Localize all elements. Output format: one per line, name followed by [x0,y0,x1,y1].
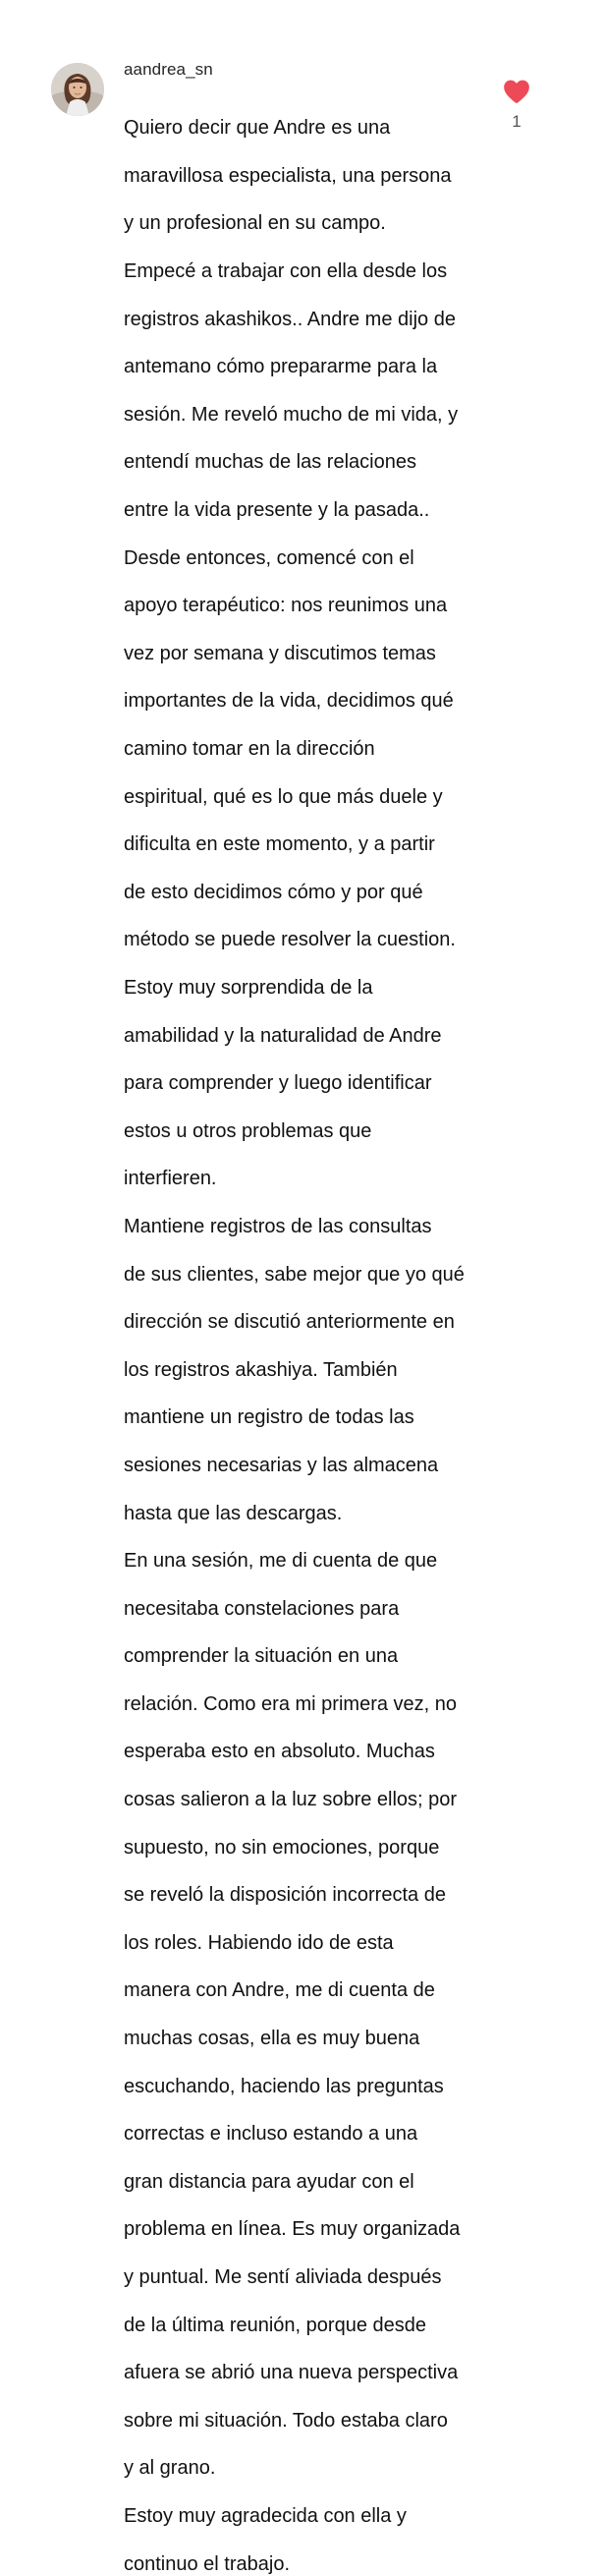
comment-line: estos u otros problemas que [124,1119,372,1142]
comment-line: y al grano. [124,2457,216,2480]
comment-line: entendí muchas de las relaciones [124,451,416,474]
comment-line: amabilidad y la naturalidad de Andre [124,1024,442,1047]
comment-line: de la última reunión, porque desde [124,2314,426,2336]
comment-line: sesiones necesarias y las almacena [124,1454,439,1476]
comment-line: y puntual. Me sentí aliviada después [124,2266,442,2289]
heart-icon[interactable] [503,79,530,104]
comment-line: supuesto, no sin emociones, porque [124,1836,440,1859]
comment-line: interfieren. [124,1168,217,1190]
comment-line: gran distancia para ayudar con el [124,2170,414,2193]
comment-line: muchas cosas, ella es muy buena [124,2028,420,2050]
comment-line: los roles. Habiendo ido de esta [124,1931,394,1954]
comment-line: manera con Andre, me di cuenta de [124,1979,435,2002]
comment-line: camino tomar en la dirección [124,738,375,761]
comment-line: de esto decidimos cómo y por qué [124,881,423,903]
comment-line: Desde entonces, comencé con el [124,546,414,569]
comment-line: hasta que las descargas. [124,1502,343,1524]
comment-line: y un profesional en su campo. [124,212,386,235]
comment-line: dirección se discutió anteriormente en [124,1311,455,1334]
comment-line: los registros akashiya. También [124,1358,398,1381]
comment-line: problema en línea. Es muy organizada [124,2218,461,2241]
comment-line: Estoy muy sorprendida de la [124,976,373,999]
like-control [501,79,532,132]
comment-username[interactable]: aandrea_sn [124,60,213,79]
comment-line: mantiene un registro de todas las [124,1406,414,1429]
comment-line: Estoy muy agradecida con ella y [124,2504,407,2527]
comment-line: En una sesión, me di cuenta de que [124,1550,438,1573]
comment-line: para comprender y luego identificar [124,1072,432,1095]
like-count: 1 [512,112,522,131]
comment-line: entre la vida presente y la pasada.. [124,499,430,522]
comment-line: apoyo terapéutico: nos reunimos una [124,595,448,617]
comment-line: dificulta en este momento, y a partir [124,833,435,856]
comment-line: escuchando, haciendo las preguntas [124,2075,444,2097]
comment-line: correctas e incluso estando a una [124,2123,418,2146]
comment-line: vez por semana y discutimos temas [124,642,436,664]
comment-line: registros akashikos.. Andre me dijo de [124,308,456,330]
comment-line: afuera se abrió una nueva perspectiva [124,2362,459,2384]
comment-line: sobre mi situación. Todo estaba claro [124,2409,448,2432]
comment-line: comprender la situación en una [124,1645,399,1668]
comment-line: cosas salieron a la luz sobre ellos; por [124,1789,458,1811]
comment-line: espiritual, qué es lo que más duele y [124,785,443,808]
comment-line: Empecé a trabajar con ella desde los [124,260,448,283]
comment-line: continuo el trabajo. [124,2552,291,2575]
avatar[interactable] [51,63,104,116]
comment-line: sesión. Me reveló mucho de mi vida, y [124,403,459,426]
comment-text [124,92,487,2576]
comment-line: antemano cómo prepararme para la [124,356,438,378]
comment-line: se reveló la disposición incorrecta de [124,1884,446,1907]
comment-line: maravillosa especialista, una persona [124,164,452,187]
comment-line: importantes de la vida, decidimos qué [124,690,454,713]
profile-photo-avatar [51,63,104,116]
comment-line: esperaba esto en absoluto. Muchas [124,1741,435,1763]
comment-line: método se puede resolver la cuestion. [124,929,456,951]
comment-line: de sus clientes, sabe mejor que yo qué [124,1263,465,1286]
comment-line: relación. Como era mi primera vez, no [124,1692,458,1715]
comment-line: necesitaba constelaciones para [124,1597,400,1620]
comment-line: Quiero decir que Andre es una [124,117,391,140]
comment-line: Mantiene registros de las consultas [124,1215,432,1237]
